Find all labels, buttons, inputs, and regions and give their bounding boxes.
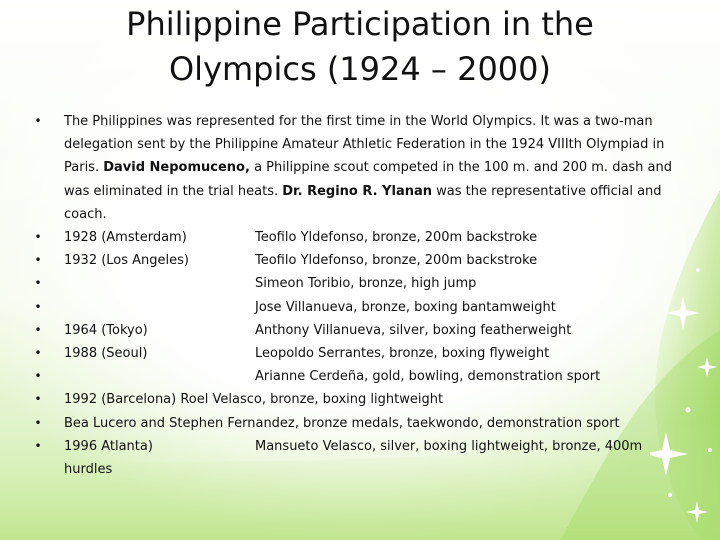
intro-text-2: a Philippine scout competed in the 100 m. and 200 m. dash and was eliminated in the trial heats. xyxy=(64,160,673,199)
intro-bold-2: Dr. Regino R. Ylanan xyxy=(282,183,433,199)
medal-detail: Arianne Cerdeña, gold, bowling, demonstration sport xyxy=(255,369,601,385)
bullet-list xyxy=(32,110,682,481)
intro-text-1: The Philippines was represented for the first time in the World Olympics. It was a two-man delegation sent by the Philippine Amateur Athletic Federation in the 1924 VIIIth Olympiad in Paris. xyxy=(64,114,665,176)
bullet-marker: • xyxy=(34,114,42,128)
bullet-marker: • xyxy=(34,346,42,361)
bullet-marker: • xyxy=(34,230,42,245)
medal-detail: Teofilo Yldefonso, bronze, 200m backstroke xyxy=(255,230,538,246)
title-line-2: Olympics (1924 – 2000) xyxy=(168,50,551,88)
bullet-marker: • xyxy=(34,253,42,268)
bullet-marker: • xyxy=(34,299,42,314)
list-item xyxy=(32,296,682,319)
medal-detail: Jose Villanueva, bronze, boxing bantamweight xyxy=(255,299,556,315)
games-label: 1932 (Los Angeles) xyxy=(64,253,189,269)
medal-detail: Simeon Toribio, bronze, high jump xyxy=(255,276,477,292)
list-item xyxy=(32,249,682,272)
list-item xyxy=(32,272,682,295)
intro-text-3: was the representative official and coach. xyxy=(64,183,662,222)
bullet-marker: • xyxy=(34,276,42,291)
line-1992: 1992 (Barcelona) Roel Velasco, bronze, boxing lightweight xyxy=(64,392,444,408)
wrap-text: hurdles xyxy=(64,462,113,478)
slide-title xyxy=(0,2,720,92)
medal-detail: Anthony Villanueva, silver, boxing featherweight xyxy=(255,322,572,338)
bullet-marker: • xyxy=(34,392,42,407)
list-item xyxy=(32,365,682,388)
list-item xyxy=(32,388,682,411)
list-item-intro xyxy=(32,110,682,226)
list-item xyxy=(32,435,682,481)
line-lucero: Bea Lucero and Stephen Fernandez, bronze medals, taekwondo, demonstration sport xyxy=(64,415,620,431)
medal-detail: Teofilo Yldefonso, bronze, 200m backstroke xyxy=(255,253,538,269)
list-item xyxy=(32,319,682,342)
bullet-marker: • xyxy=(34,415,42,430)
games-label: 1988 (Seoul) xyxy=(64,346,148,362)
list-item xyxy=(32,226,682,249)
bullet-marker: • xyxy=(34,438,42,453)
medal-detail: Mansueto Velasco, silver, boxing lightweight, bronze, 400m xyxy=(255,438,643,454)
list-item xyxy=(32,342,682,365)
bullet-marker: • xyxy=(34,322,42,337)
bullet-marker: • xyxy=(34,369,42,384)
title-line-1: Philippine Participation in the xyxy=(126,5,594,43)
games-label: 1928 (Amsterdam) xyxy=(64,230,187,246)
list-item xyxy=(32,412,682,435)
intro-bold-1: David Nepomuceno, xyxy=(103,160,250,176)
games-label: 1996 Atlanta) xyxy=(64,438,153,454)
medal-detail: Leopoldo Serrantes, bronze, boxing flyweight xyxy=(255,346,550,362)
games-label: 1964 (Tokyo) xyxy=(64,322,148,338)
